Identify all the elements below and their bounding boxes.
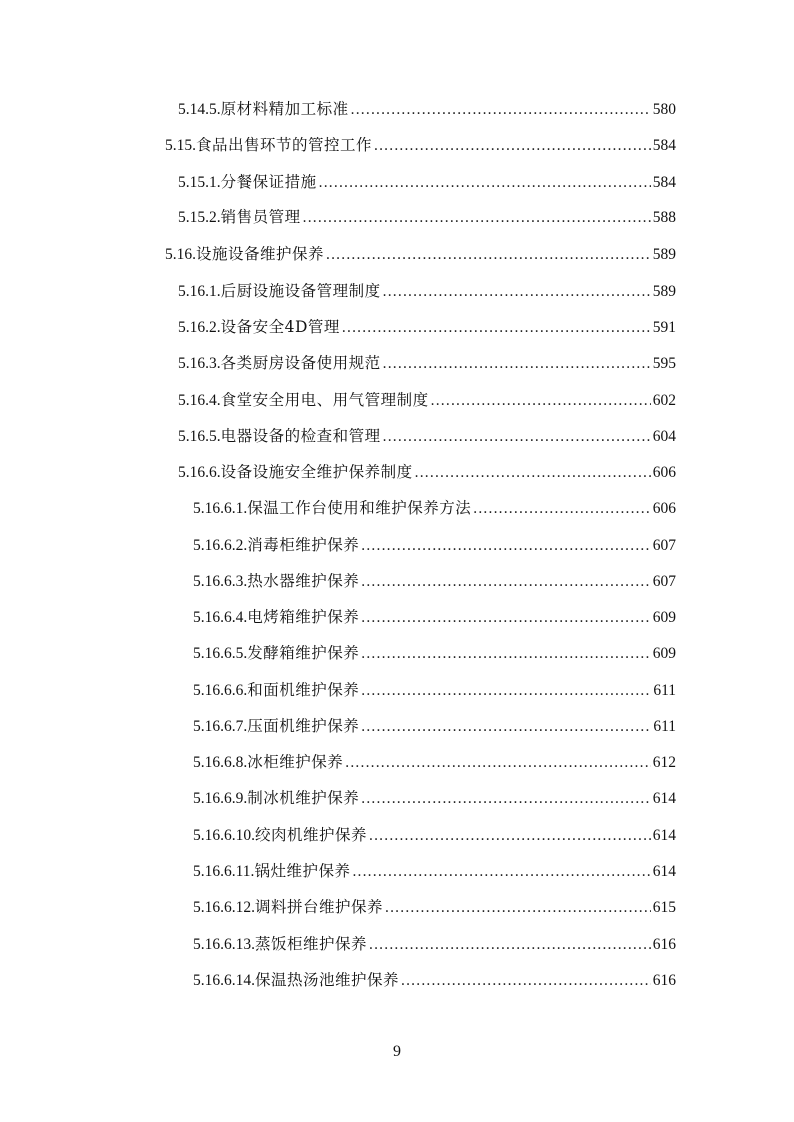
toc-leader: [473, 497, 650, 521]
toc-entry[interactable]: [193, 823, 676, 847]
toc-leader: [374, 134, 651, 158]
toc-leader: [415, 461, 651, 485]
toc-entry[interactable]: [193, 678, 676, 702]
toc-page: 589: [652, 283, 676, 300]
toc-entry[interactable]: [193, 714, 676, 738]
toc-page: 612: [652, 754, 676, 771]
toc-leader: [361, 679, 651, 703]
toc-leader: [401, 969, 651, 993]
toc-title: 销售员管理: [220, 208, 301, 226]
toc-title: 消毒柜维护保养: [247, 536, 360, 554]
toc-entry[interactable]: [178, 424, 676, 448]
toc-number: 5.15.1.: [178, 174, 221, 191]
toc-entry[interactable]: [193, 895, 676, 919]
toc-title: 绞肉机维护保养: [255, 826, 368, 844]
toc-leader: [345, 751, 650, 775]
toc-page: 609: [652, 609, 676, 626]
toc-page: 614: [652, 790, 676, 807]
toc-page: 609: [652, 645, 676, 662]
toc-leader: [383, 425, 651, 449]
toc-title: 保温工作台使用和维护保养方法: [247, 499, 472, 517]
toc-entry[interactable]: [193, 932, 676, 956]
toc-page: 588: [652, 209, 676, 226]
toc-number: 5.16.6.10.: [193, 827, 255, 844]
toc-title: 食品出售环节的管控工作: [196, 136, 373, 154]
toc-title: 蒸饭柜维护保养: [255, 935, 368, 953]
toc-page: 589: [652, 246, 676, 263]
toc-number: 5.16.6.6.: [193, 682, 248, 699]
toc-page: 611: [653, 682, 676, 699]
toc-title: 和面机维护保养: [247, 681, 360, 699]
toc-page: 615: [652, 899, 676, 916]
toc-page: 607: [652, 573, 676, 590]
toc-page: 604: [652, 428, 676, 445]
toc-entry[interactable]: [178, 460, 676, 484]
toc-number: 5.16.6.: [178, 464, 221, 481]
toc-leader: [369, 824, 651, 848]
toc-number: 5.15.2.: [178, 209, 221, 226]
toc-page: 616: [652, 972, 676, 989]
toc-entry[interactable]: [165, 242, 676, 266]
toc-title: 原材料精加工标准: [220, 100, 349, 118]
toc-title: 电器设备的检查和管理: [220, 427, 381, 445]
toc-number: 5.16.3.: [178, 355, 221, 372]
toc-title: 调料拼台维护保养: [255, 898, 384, 916]
toc-leader: [319, 171, 651, 195]
toc-page: 614: [652, 827, 676, 844]
toc-entry[interactable]: [193, 968, 676, 992]
toc-title: 各类厨房设备使用规范: [220, 354, 381, 372]
toc-title: 后厨设施设备管理制度: [220, 282, 381, 300]
toc-entry[interactable]: [178, 279, 676, 303]
toc-leader: [385, 896, 651, 920]
toc-entry[interactable]: [178, 315, 676, 339]
toc-leader: [326, 243, 651, 267]
toc-leader: [342, 316, 651, 340]
toc-number: 5.16.6.4.: [193, 609, 248, 626]
toc-entry[interactable]: [193, 786, 676, 810]
toc-title: 制冰机维护保养: [247, 789, 360, 807]
toc-number: 5.16.6.1.: [193, 500, 248, 517]
toc-number: 5.16.6.7.: [193, 718, 248, 735]
toc-number: 5.16.6.8.: [193, 754, 248, 771]
toc-number: 5.16.6.14.: [193, 972, 255, 989]
toc-entry[interactable]: [193, 641, 676, 665]
toc-leader: [361, 570, 650, 594]
toc-entry[interactable]: [193, 605, 676, 629]
toc-entry[interactable]: [165, 133, 676, 157]
toc-page: 580: [652, 101, 676, 118]
toc-page: 616: [652, 936, 676, 953]
toc-leader: [352, 860, 650, 884]
toc-title: 电烤箱维护保养: [247, 608, 360, 626]
toc-entry[interactable]: [193, 750, 676, 774]
toc-leader: [361, 606, 650, 630]
toc-number: 5.16.6.2.: [193, 537, 248, 554]
toc-entry[interactable]: [178, 170, 676, 194]
toc-title: 食堂安全用电、用气管理制度: [220, 391, 429, 409]
toc-number: 5.16.: [165, 246, 196, 263]
toc-leader: [351, 98, 651, 122]
toc-title: 热水器维护保养: [247, 572, 360, 590]
toc-leader: [361, 642, 650, 666]
toc-page: 595: [652, 355, 676, 372]
toc-entry[interactable]: [178, 97, 676, 121]
toc-page: 602: [652, 392, 676, 409]
toc-number: 5.16.2.: [178, 319, 221, 336]
toc-entry[interactable]: [178, 351, 676, 375]
toc-entry[interactable]: [193, 859, 676, 883]
toc-leader: [383, 280, 651, 304]
toc-title: 压面机维护保养: [247, 717, 360, 735]
toc-leader: [383, 352, 651, 376]
toc-page: 584: [652, 137, 676, 154]
toc-entry[interactable]: [193, 496, 676, 520]
toc-leader: [361, 534, 650, 558]
toc-number: 5.16.6.9.: [193, 790, 248, 807]
toc-entry[interactable]: [178, 205, 676, 229]
toc-number: 5.16.6.12.: [193, 899, 255, 916]
toc-number: 5.16.1.: [178, 283, 221, 300]
toc-number: 5.16.4.: [178, 392, 221, 409]
toc-number: 5.16.6.5.: [193, 645, 248, 662]
toc-number: 5.16.6.3.: [193, 573, 248, 590]
toc-leader: [431, 389, 651, 413]
toc-title: 锅灶维护保养: [254, 862, 351, 880]
toc-entry[interactable]: [193, 569, 676, 593]
toc-leader: [361, 787, 650, 811]
toc-leader: [303, 206, 651, 230]
toc-page: 606: [652, 500, 676, 517]
toc-page: 614: [652, 863, 676, 880]
toc-leader: [369, 933, 651, 957]
toc-title: 设施设备维护保养: [196, 245, 325, 263]
toc-title: 冰柜维护保养: [247, 753, 344, 771]
toc-number: 5.15.: [165, 137, 196, 154]
toc-number: 5.16.6.11.: [193, 863, 255, 880]
toc-entry[interactable]: [193, 533, 676, 557]
toc-number: 5.16.5.: [178, 428, 221, 445]
toc-page: 611: [653, 718, 676, 735]
toc-entry[interactable]: [178, 388, 676, 412]
toc-number: 5.16.6.13.: [193, 936, 255, 953]
toc-page: 606: [652, 464, 676, 481]
toc-title: 分餐保证措施: [220, 173, 317, 191]
toc-page: 584: [652, 174, 676, 191]
toc-leader: [361, 715, 651, 739]
toc-title: 保温热汤池维护保养: [255, 971, 400, 989]
toc-page: 591: [652, 319, 676, 336]
toc-page: 607: [652, 537, 676, 554]
toc-title: 设备安全4D管理: [220, 318, 340, 336]
toc-title: 发酵箱维护保养: [247, 644, 360, 662]
toc-title: 设备设施安全维护保养制度: [220, 463, 413, 481]
page-number: 9: [393, 1043, 401, 1060]
toc-number: 5.14.5.: [178, 101, 221, 118]
